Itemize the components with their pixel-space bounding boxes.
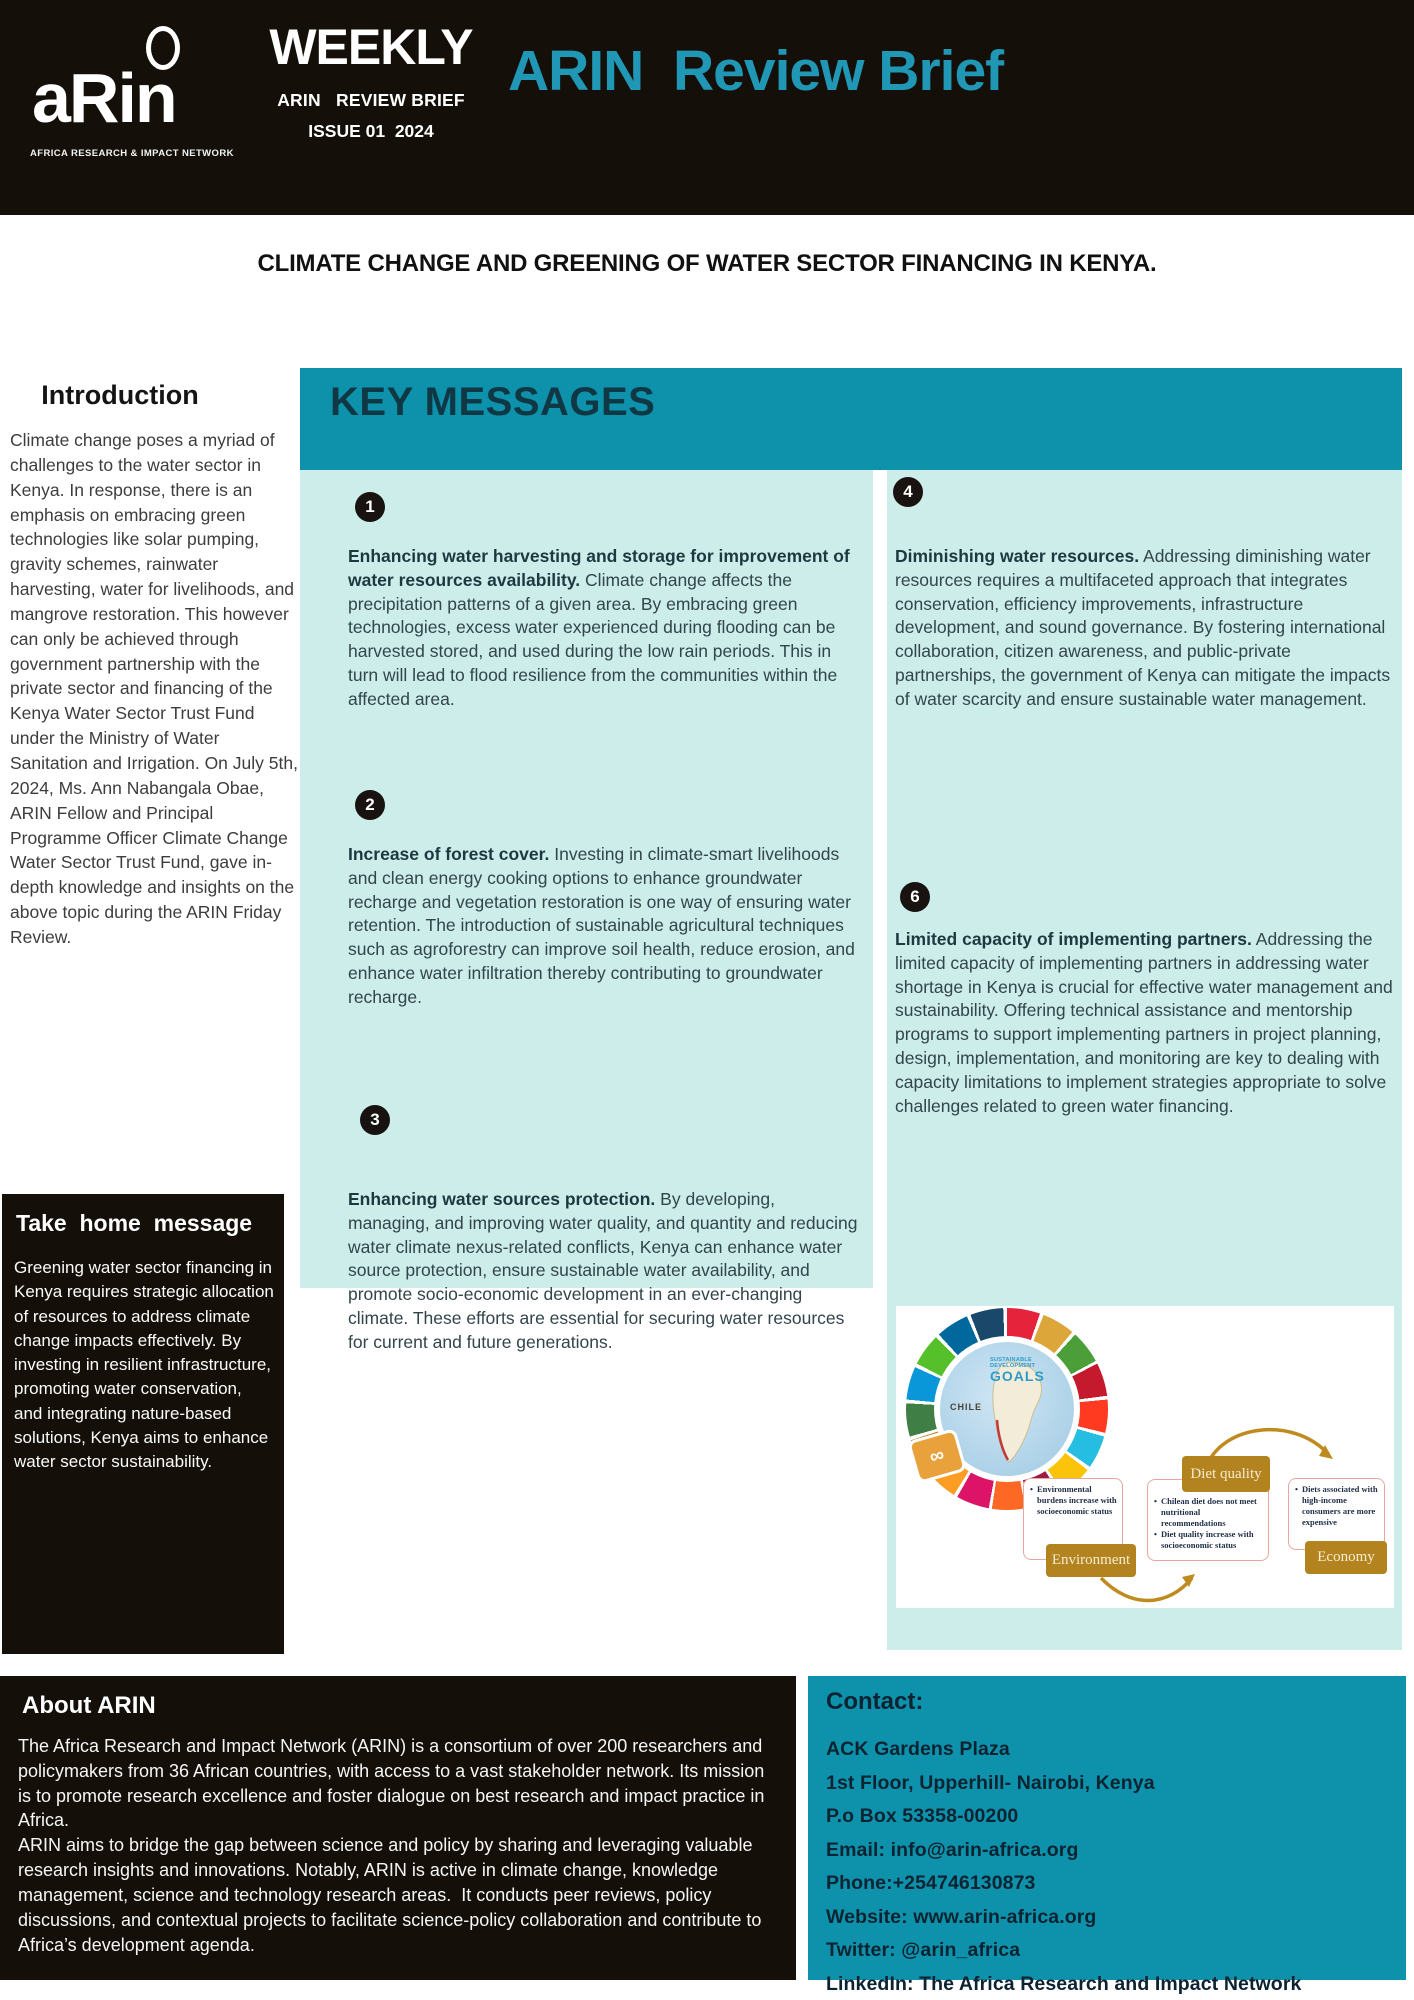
key-message-3 bbox=[348, 1188, 860, 1355]
key-message-2 bbox=[348, 843, 860, 1010]
key-message-4-badge bbox=[893, 477, 923, 507]
contact-address-line-2: 1st Floor, Upperhill- Nairobi, Kenya bbox=[826, 1771, 1155, 1794]
key-message-1-body: Climate change affects the precipitation patterns of a given area. By embracing green technologies, excess water experienced during flooding can be harvested stored, and used during the low rain periods. This in turn will lead to flood resilience from the communities within the affected area. bbox=[348, 569, 838, 709]
key-message-4-title: Diminishing water resources. bbox=[895, 546, 1140, 566]
key-message-6-number: 6 bbox=[910, 887, 920, 906]
key-message-4-body: Addressing diminishing water resources requires a multifaceted approach that integrates conservation, efficiency improvements, infrastructure development, and sound governance. By fostering international collaboration, citizen awareness, and public-private partnerships, the government of Kenya can mitigate the impacts of water scarcity and ensure sustainable water management. bbox=[895, 546, 1391, 709]
key-message-4-number: 4 bbox=[903, 482, 913, 501]
take-home-body: Greening water sector financing in Kenya requires strategic allocation of resources to address climate change impacts effectively. By investing in resilient infrastructure, promoting water conservation, and integrating nature-based solutions, Kenya aims to enhance water sector sustainability. bbox=[14, 1258, 274, 1472]
key-message-1-title: Enhancing water harvesting and storage for improvement of water resources availability. bbox=[348, 546, 850, 590]
key-message-6-title: Limited capacity of implementing partners. bbox=[895, 929, 1252, 949]
diet-quality-label bbox=[1182, 1456, 1270, 1492]
key-message-1-number: 1 bbox=[365, 497, 375, 516]
key-messages-header bbox=[300, 368, 1402, 470]
contact-website-link[interactable]: Website: www.arin-africa.org bbox=[826, 1905, 1097, 1928]
logo-wordmark: aRin bbox=[32, 59, 176, 137]
contact-linkedin-link[interactable]: LinkedIn: The Africa Research and Impact Network bbox=[826, 1972, 1302, 1995]
sdg-logo-line1: SUSTAINABLE DEVELOPMENT bbox=[990, 1357, 1036, 1369]
sdg-chile-figure bbox=[896, 1306, 1394, 1608]
key-message-2-number: 2 bbox=[365, 795, 375, 814]
key-message-2-title: Increase of forest cover. bbox=[348, 844, 550, 864]
key-message-3-number: 3 bbox=[370, 1110, 380, 1129]
key-message-6 bbox=[895, 928, 1393, 1118]
contact-po-box: P.o Box 53358-00200 bbox=[826, 1805, 1019, 1827]
key-message-6-body: Addressing the limited capacity of implementing partners in addressing water shortage in Kenya is crucial for effective water management and sustainability. Offering technical assistance and mentorship programs to support implementing partners in project planning, design, implementation, and monitoring are key to dealing with capacity limitations to implement strategies appropriate to solve challenges related to green water financing. bbox=[895, 929, 1393, 1116]
take-home-message-box bbox=[2, 1194, 284, 1654]
arin-logo bbox=[28, 18, 238, 198]
chip-glyph: ∞ bbox=[926, 1442, 947, 1469]
masthead bbox=[0, 0, 1414, 215]
sdg-logo-line2: GOALS bbox=[990, 1368, 1045, 1384]
contact-heading: Contact: bbox=[826, 1688, 924, 1715]
economy-label-text: Economy bbox=[1317, 1549, 1375, 1565]
contact-address-line-1: ACK Gardens Plaza bbox=[826, 1738, 1010, 1760]
introduction-body: Climate change poses a myriad of challenges to the water sector in Kenya. In response, there is an emphasis on embracing green technologies like solar pumping, gravity schemes, rainwater harvesting, water for livelihoods, and mangrove restoration. This however can only be achieved through government partnership with the private sector and financing of the Kenya Water Sector Trust Fund under the Ministry of Water Sanitation and Irrigation. On July 5th, 2024, Ms. Ann Nabangala Obae, ARIN Fellow and Principal Programme Officer Climate Change Water Sector Trust Fund, gave in-depth knowledge and insights on the above topic during the ARIN Friday Review. bbox=[10, 430, 298, 947]
about-heading: About ARIN bbox=[22, 1692, 156, 1719]
key-message-1-badge bbox=[355, 492, 385, 522]
chile-label: CHILE bbox=[950, 1402, 982, 1412]
environment-label bbox=[1046, 1544, 1136, 1577]
key-message-6-badge bbox=[900, 882, 930, 912]
key-message-1 bbox=[348, 545, 860, 712]
diet-quality-label-text: Diet quality bbox=[1190, 1465, 1262, 1482]
contact-phone: Phone:+254746130873 bbox=[826, 1872, 1036, 1894]
diet-quality-bullet-2: • Diet quality increase with socioeconomic status bbox=[1154, 1529, 1264, 1551]
diet-quality-bullet-1: • Chilean diet does not meet nutritional recommendations bbox=[1154, 1496, 1264, 1529]
take-home-heading: Take home message bbox=[16, 1210, 253, 1236]
about-arin-section bbox=[0, 1676, 796, 1980]
page-title: CLIMATE CHANGE AND GREENING OF WATER SECTOR FINANCING IN KENYA. bbox=[257, 250, 1157, 277]
about-paragraph-2: ARIN aims to bridge the gap between science and policy by sharing and leveraging valuable research insights and innovations. Notably, ARIN is active in climate change, knowledge management, science and technology research areas. It conducts peer reviews, policy discussions, and contextual projects to facilitate science-policy collaboration and contribute to Africa’s development agenda. bbox=[18, 1835, 766, 1955]
about-body bbox=[18, 1734, 776, 1957]
environment-label-text: Environment bbox=[1051, 1552, 1131, 1568]
masthead-center bbox=[252, 20, 490, 142]
issue-label: ISSUE 01 2024 bbox=[308, 121, 434, 141]
logo-caption: AFRICA RESEARCH & IMPACT NETWORK bbox=[30, 148, 234, 159]
key-messages-heading: KEY MESSAGES bbox=[330, 380, 656, 424]
key-message-4 bbox=[895, 545, 1393, 712]
key-message-3-body: By developing, managing, and improving water quality, and quantity and reducing water climate nexus-related conflicts, Kenya can enhance water source protection, ensure sustainable water availability, and promote socio-economic development in an ever-changing climate. These efforts are essential for securing water resources for current and future generations. bbox=[348, 1189, 858, 1352]
environment-bullet: • Environmental burdens increase with socioeconomic status bbox=[1030, 1484, 1118, 1517]
contact-lines bbox=[826, 1738, 1392, 2000]
about-paragraph-1: The Africa Research and Impact Network (ARIN) is a consortium of over 200 researchers and policymakers from 36 African countries, with access to a vast stakeholder network. Its mission is to promote research excellence and foster dialogue on best research and impact practice in Africa. bbox=[18, 1736, 770, 1831]
contact-email-link[interactable]: Email: info@arin-africa.org bbox=[826, 1838, 1079, 1861]
economy-label bbox=[1305, 1541, 1387, 1574]
key-message-3-badge bbox=[360, 1105, 390, 1135]
review-brief-label: ARIN REVIEW BRIEF bbox=[277, 90, 465, 110]
key-message-3-title: Enhancing water sources protection. bbox=[348, 1189, 656, 1209]
brand-title: ARIN Review Brief bbox=[508, 39, 1004, 103]
key-message-2-badge bbox=[355, 790, 385, 820]
contact-twitter-link[interactable]: Twitter: @arin_africa bbox=[826, 1939, 1021, 1961]
contact-section bbox=[808, 1676, 1406, 1995]
economy-card bbox=[1288, 1478, 1385, 1550]
weekly-label: WEEKLY bbox=[269, 19, 473, 75]
economy-bullet: • Diets associated with high-income consumers are more expensive bbox=[1295, 1484, 1380, 1528]
introduction-heading: Introduction bbox=[41, 380, 199, 410]
key-message-2-body: Investing in climate-smart livelihoods and clean energy cooking options to enhance groundwater recharge and vegetation restoration is one way of ensuring water retention. The introduction of sustainable agricultural techniques such as agroforestry can improve soil health, reduce erosion, and enhance water infiltration thereby contributing to groundwater recharge. bbox=[348, 844, 855, 1007]
